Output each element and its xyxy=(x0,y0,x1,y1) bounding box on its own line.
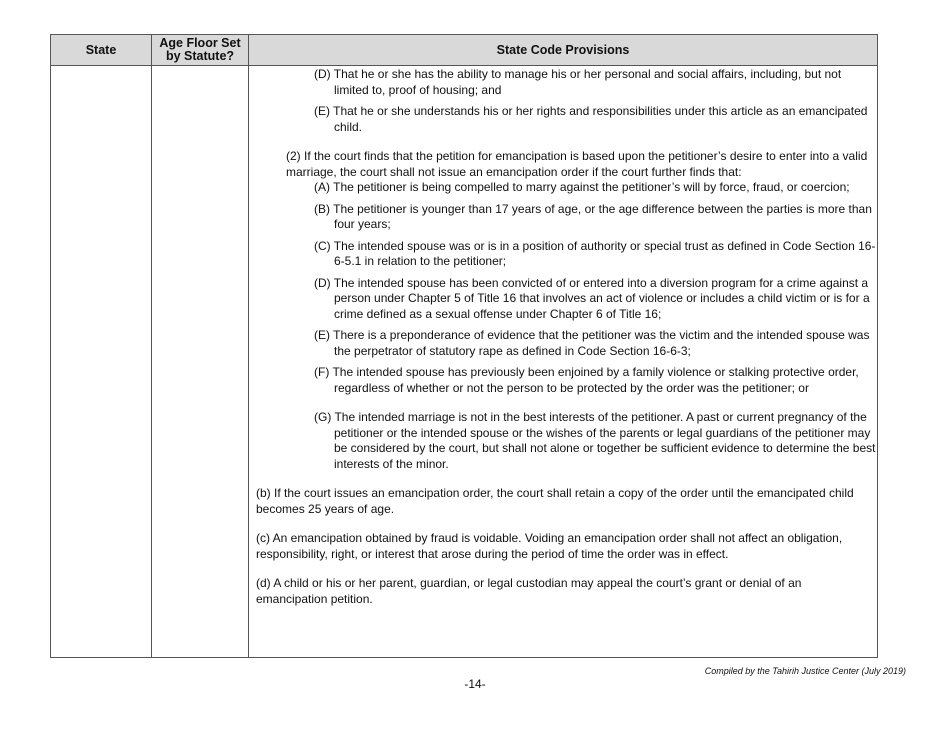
provision-item: (c) An emancipation obtained by fraud is voidable. Voiding an emancipation order shall not affect an obligation, responsibility, right, or interest that arose during the period of time the order was in effect. xyxy=(256,531,843,561)
provision-item: (b) If the court issues an emancipation order, the court shall retain a copy of the order until the emancipated child becomes 25 years of age. xyxy=(256,486,854,516)
column-divider xyxy=(151,35,152,657)
provision-item: (E) There is a preponderance of evidence that the petitioner was the victim and the intended spouse was the perpetrator of statutory rape as defined in Code Section 16-6-3; xyxy=(314,328,870,358)
statute-table xyxy=(50,34,878,658)
table-header-row xyxy=(51,35,877,66)
provision-item: (F) The intended spouse has previously been enjoined by a family violence or stalking protective order, regardless of whether or not the person to be protected by the order was the petitioner; or xyxy=(314,365,859,395)
column-divider xyxy=(248,35,249,657)
provision-item: (E) That he or she understands his or her rights and responsibilities under this article as an emancipated child. xyxy=(314,104,868,134)
provisions-cell xyxy=(256,66,876,607)
provision-item: (D) The intended spouse has been convicted of or entered into a diversion program for a crime against a person under Chapter 5 of Title 16 that involves an act of violence or includes a child victim or is for a crime defined as a sexual offense under Chapter 6 of Title 16; xyxy=(314,275,870,321)
provision-item: (A) The petitioner is being compelled to marry against the petitioner’s will by force, fraud, or coercion; xyxy=(314,180,850,194)
provision-item: (G) The intended marriage is not in the best interests of the petitioner. A past or current pregnancy of the petitioner or the intended spouse or the wishes of the parents or legal guardians of the petitioner may be considered by the court, but shall not alone or together be sufficient evidence to determine the best interests of the minor. xyxy=(314,410,876,471)
provision-item: (d) A child or his or her parent, guardian, or legal custodian may appeal the court’s grant or denial of an emancipation petition. xyxy=(256,576,802,606)
provision-item: (D) That he or she has the ability to manage his or her personal and social affairs, including, but not limited to, proof of housing; and xyxy=(314,67,842,97)
provision-item: (2) If the court finds that the petition for emancipation is based upon the petitioner’s desire to enter into a valid marriage, the court shall not issue an emancipation order if the court further finds that: xyxy=(286,149,868,179)
header-age-floor: Age Floor Set by Statute? xyxy=(159,36,241,63)
page-number: -14- xyxy=(464,677,486,691)
provision-item: (C) The intended spouse was or is in a position of authority or special trust as defined in Code Section 16-6-5.1 in relation to the petitioner; xyxy=(314,238,876,268)
header-state: State xyxy=(85,42,117,57)
footer-credit: Compiled by the Tahirih Justice Center (July 2019) xyxy=(704,666,906,676)
provision-item: (B) The petitioner is younger than 17 years of age, or the age difference between the parties is more than four years; xyxy=(314,201,872,231)
header-provisions: State Code Provisions xyxy=(496,42,630,57)
